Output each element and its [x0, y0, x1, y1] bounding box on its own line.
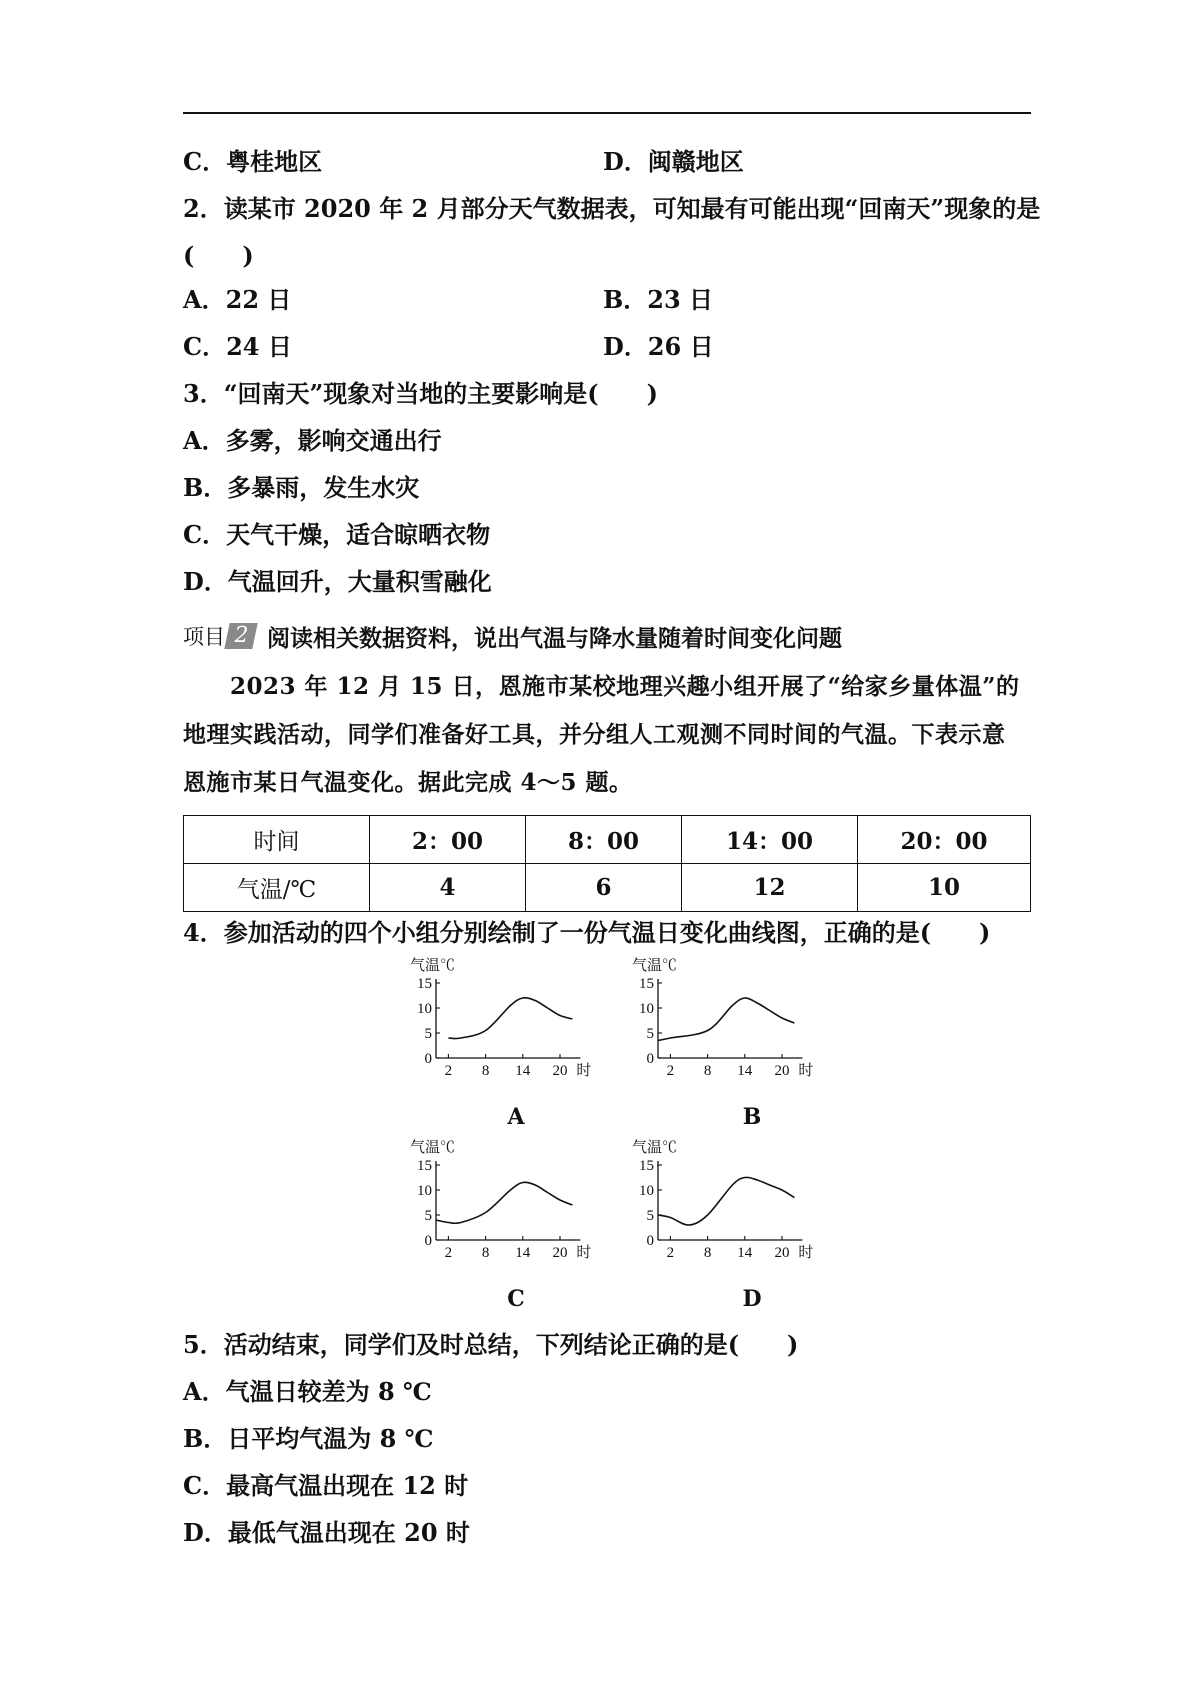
y-tick-label: 0	[424, 1233, 432, 1249]
x-tick-label: 14	[737, 1245, 753, 1261]
y-axis-label: 气温℃	[632, 958, 678, 974]
x-axis-label: 时	[798, 1063, 814, 1079]
y-tick-label: 0	[424, 1051, 432, 1067]
y-axis-label: 气温℃	[632, 1140, 678, 1156]
q2-option-d: D．26 日	[603, 332, 714, 361]
x-tick-label: 20	[774, 1063, 790, 1079]
y-axis-label: 气温℃	[410, 958, 456, 974]
x-tick-label: 2	[666, 1063, 675, 1079]
table-cell: 6	[526, 864, 682, 912]
chart-c	[408, 1140, 592, 1269]
y-tick-label: 10	[417, 1001, 432, 1017]
q5-option-a: A．气温日较差为 8 ℃	[183, 1377, 432, 1406]
chart-d	[630, 1140, 814, 1269]
y-tick-label: 0	[646, 1051, 654, 1067]
question-4-stem: 4．参加活动的四个小组分别绘制了一份气温日变化曲线图，正确的是( )	[183, 918, 991, 947]
option-c-prev	[183, 147, 322, 177]
question-2-stem: 2．读某市 2020 年 2 月部分天气数据表，可知最有可能出现“回南天”现象的是	[183, 194, 1041, 223]
chart-b-label: B	[742, 1104, 762, 1130]
chart-svg	[408, 1140, 592, 1265]
x-tick-label: 20	[552, 1245, 568, 1261]
x-tick-label: 8	[703, 1063, 712, 1079]
y-tick-label: 10	[417, 1183, 432, 1199]
y-tick-label: 5	[646, 1208, 654, 1224]
x-tick-label: 14	[515, 1245, 531, 1261]
temperature-curve	[448, 998, 572, 1039]
question-2-bracket: ( )	[183, 241, 254, 270]
top-rule	[183, 112, 1031, 114]
question-5-stem: 5．活动结束，同学们及时总结，下列结论正确的是( )	[183, 1330, 799, 1359]
x-tick-label: 2	[444, 1063, 453, 1079]
y-tick-label: 5	[424, 1026, 432, 1042]
q2-option-c: C．24 日	[183, 332, 292, 361]
y-tick-label: 15	[417, 1158, 432, 1174]
chart-c-label: C	[507, 1286, 525, 1312]
chart-d-label: D	[742, 1286, 762, 1312]
x-tick-label: 2	[666, 1245, 675, 1261]
table-cell: 气温/℃	[184, 864, 370, 912]
table-cell: 2：00	[370, 816, 526, 864]
passage-line-3: 恩施市某日气温变化。据此完成 4～5 题。	[183, 769, 633, 796]
section-banner	[183, 620, 842, 652]
table-row	[184, 864, 1031, 912]
table-cell: 20：00	[858, 816, 1031, 864]
x-axis-label: 时	[576, 1245, 592, 1261]
table-cell: 时间	[184, 816, 370, 864]
chart-a-label: A	[507, 1104, 525, 1130]
x-tick-label: 8	[481, 1245, 490, 1261]
x-tick-label: 14	[737, 1063, 753, 1079]
x-tick-label: 14	[515, 1063, 531, 1079]
table-cell: 12	[682, 864, 858, 912]
y-tick-label: 5	[646, 1026, 654, 1042]
q3-option-b: B．多暴雨，发生水灾	[183, 473, 420, 502]
y-tick-label: 15	[417, 976, 432, 992]
chart-b	[630, 958, 814, 1087]
y-tick-label: 5	[424, 1208, 432, 1224]
y-tick-label: 10	[639, 1001, 654, 1017]
q3-option-c: C．天气干燥，适合晾晒衣物	[183, 520, 491, 549]
x-tick-label: 20	[552, 1063, 568, 1079]
table-cell: 14：00	[682, 816, 858, 864]
q5-option-d: D．最低气温出现在 20 时	[183, 1518, 470, 1547]
temperature-curve	[658, 998, 794, 1041]
question-3-stem: 3．“回南天”现象对当地的主要影响是( )	[183, 379, 659, 408]
q2-option-b: B．23 日	[603, 285, 714, 314]
x-tick-label: 8	[481, 1063, 490, 1079]
y-tick-label: 0	[646, 1233, 654, 1249]
q2-option-a: A．22 日	[183, 285, 292, 314]
temperature-table	[183, 815, 1031, 912]
x-tick-label: 20	[774, 1245, 790, 1261]
x-axis-label: 时	[576, 1063, 592, 1079]
q5-option-c: C．最高气温出现在 12 时	[183, 1471, 469, 1500]
passage-line-2: 地理实践活动，同学们准备好工具，并分组人工观测不同时间的气温。下表示意	[183, 721, 1006, 748]
x-tick-label: 8	[703, 1245, 712, 1261]
chart-svg	[408, 958, 592, 1083]
table-cell: 8：00	[526, 816, 682, 864]
q5-option-b: B．日平均气温为 8 ℃	[183, 1424, 434, 1453]
table-header-row	[184, 816, 1031, 864]
table-cell: 10	[858, 864, 1031, 912]
y-axis-label: 气温℃	[410, 1140, 456, 1156]
table-cell: 4	[370, 864, 526, 912]
x-tick-label: 2	[444, 1245, 453, 1261]
y-tick-label: 15	[639, 1158, 654, 1174]
q3-option-a: A．多雾，影响交通出行	[183, 426, 442, 455]
temperature-curve	[658, 1177, 794, 1225]
chart-a	[408, 958, 592, 1087]
section-title: 阅读相关数据资料，说出气温与降水量随着时间变化问题	[267, 625, 842, 652]
option-text: D．闽赣地区	[603, 147, 744, 176]
y-tick-label: 15	[639, 976, 654, 992]
option-d-prev	[603, 147, 744, 177]
temperature-curve	[436, 1182, 572, 1223]
q3-option-d: D．气温回升，大量积雪融化	[183, 567, 492, 596]
section-number: 2	[224, 623, 258, 649]
option-text: C．粤桂地区	[183, 147, 323, 176]
chart-svg	[630, 1140, 814, 1265]
y-tick-label: 10	[639, 1183, 654, 1199]
x-axis-label: 时	[798, 1245, 814, 1261]
chart-svg	[630, 958, 814, 1083]
passage-line-1: 2023 年 12 月 15 日，恩施市某校地理兴趣小组开展了“给家乡量体温”的	[183, 673, 1020, 700]
section-tag: 项目	[183, 625, 225, 649]
